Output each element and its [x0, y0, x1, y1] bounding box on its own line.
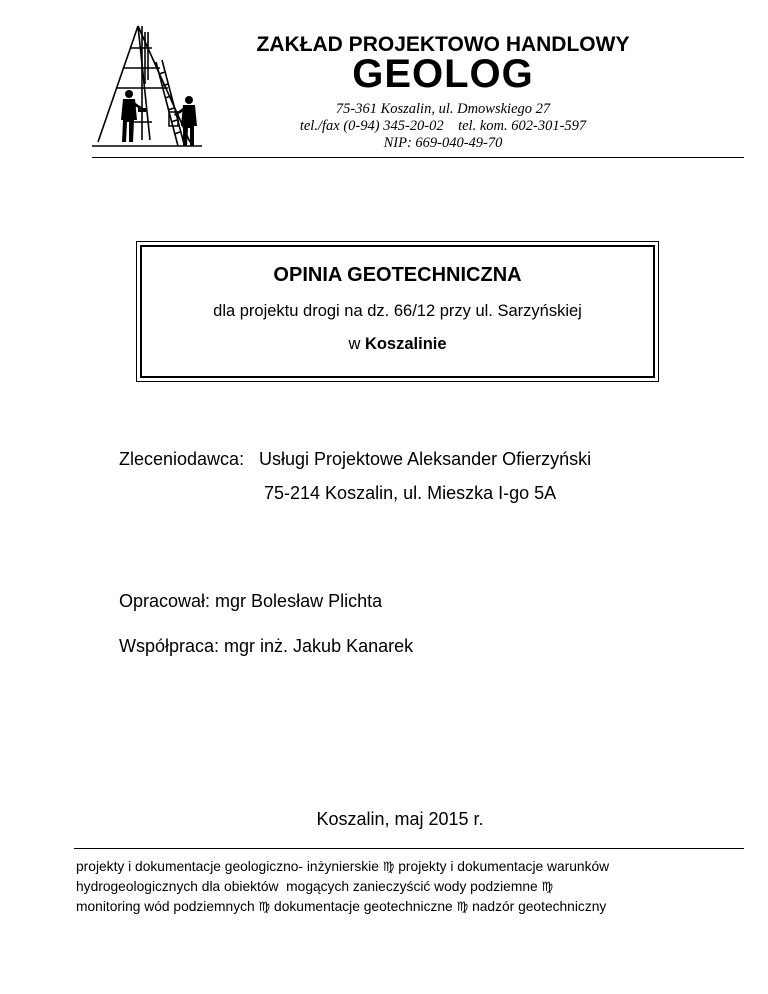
footer-text: nadzór geotechniczny [468, 899, 607, 914]
footer-divider [74, 848, 744, 849]
company-type: ZAKŁAD PROJEKTOWO HANDLOWY [256, 33, 630, 56]
footer-text: dokumentacje geotechniczne [270, 899, 457, 914]
client-name: Usługi Projektowe Aleksander Ofierzyński [259, 449, 592, 469]
footer-line-3 [76, 897, 606, 918]
document-title: OPINIA GEOTECHNICZNA [273, 264, 522, 286]
place-and-date: Koszalin, maj 2015 r. [316, 809, 484, 829]
virgo-separator-icon: ♍ [258, 900, 271, 915]
footer-line-1 [76, 857, 609, 878]
document-subtitle: dla projektu drogi na dz. 66/12 przy ul. Sarzyńskiej [213, 302, 582, 320]
company-nip: NIP: 669-040-49-70 [383, 135, 503, 151]
footer-text: monitoring wód podziemnych [76, 899, 259, 914]
header-divider [92, 157, 744, 158]
virgo-separator-icon: ♍ [382, 860, 395, 875]
footer-line-2 [76, 877, 553, 898]
footer-text: projekty i dokumentacje geologiczno- inżynierskie [76, 859, 383, 874]
author: Opracował: mgr Bolesław Plichta [119, 591, 383, 611]
footer-text: projekty i dokumentacje warunków [394, 859, 610, 874]
document-location [136, 335, 659, 354]
footer-text: hydrogeologicznych dla obiektów mogących zanieczyścić wody podziemne [76, 879, 542, 894]
location-prefix: w [348, 335, 365, 353]
drilling-rig-logo-icon [90, 22, 205, 154]
client-address: 75-214 Koszalin, ul. Mieszka I-go 5A [264, 483, 557, 503]
company-address: 75-361 Koszalin, ul. Dmowskiego 27 [335, 101, 551, 117]
virgo-separator-icon: ♍ [541, 880, 554, 895]
location-city: Koszalinie [364, 335, 447, 353]
company-phones: tel./fax (0-94) 345-20-02 tel. kom. 602-301-597 [299, 118, 587, 134]
coauthor: Współpraca: mgr inż. Jakub Kanarek [119, 636, 414, 656]
virgo-separator-icon: ♍ [456, 900, 469, 915]
company-name: GEOLOG [352, 52, 534, 96]
client-label: Zleceniodawca: [119, 449, 245, 469]
